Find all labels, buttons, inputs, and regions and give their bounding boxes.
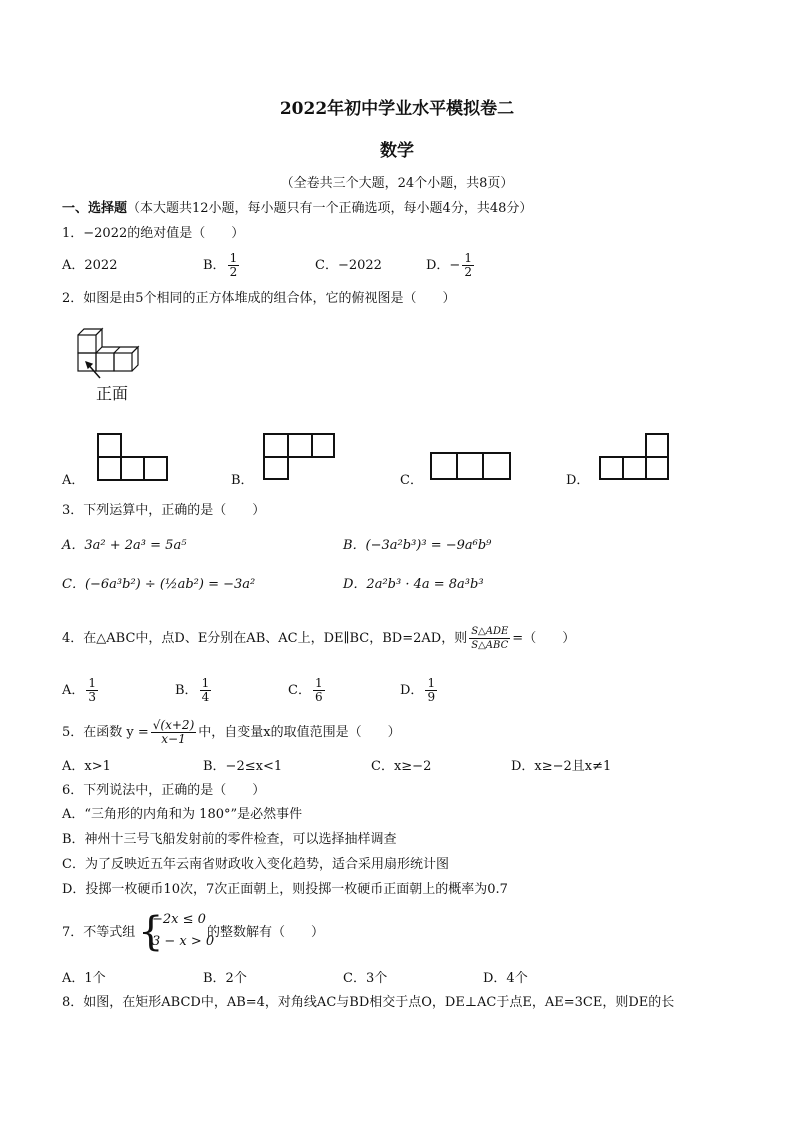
q4-d-label: D． [400, 683, 424, 698]
q1-option-c: C．−2022 [315, 258, 382, 273]
q6-option-d: D．投掷一枚硬币10次，7次正面朝上，则投掷一枚硬币正面朝上的概率为0.7 [62, 882, 508, 897]
q4-b-den: 4 [201, 690, 210, 704]
q1-option-a: A．2022 [62, 258, 118, 273]
q1-option-b [203, 250, 241, 282]
q2-b-sq3 [312, 434, 334, 457]
q3-option-a: A．3a² + 2a³ = 5a⁵ [62, 538, 187, 553]
q4-a-den: 3 [88, 690, 97, 704]
q4-b-fraction [200, 677, 212, 704]
q3-option-c: C．(−6a³b²) ÷ (½ab²) = −3a² [62, 577, 256, 592]
q5-option-c: C．x≥−2 [371, 759, 432, 774]
section-heading [62, 200, 532, 218]
q5-function [151, 719, 196, 746]
q5-stem-pre: 5．在函数 y = [62, 725, 149, 740]
q1-b-fraction [228, 252, 240, 279]
q2-a-sq1 [98, 434, 121, 457]
q2-c-sq3 [483, 453, 510, 479]
q2-option-a: A． [62, 473, 85, 488]
q2-option-c: C． [400, 473, 423, 488]
q1-b-num: 1 [229, 251, 238, 265]
q2-b-sq1 [264, 434, 288, 457]
q6-option-b: B．神州十三号飞船发射前的零件检查，可以选择抽样调查 [62, 832, 397, 847]
q4-a-label: A． [62, 683, 85, 698]
q7-option-a: A．1个 [62, 971, 106, 986]
q6-option-a: A．“三角形的内角和为 180°”是必然事件 [62, 807, 303, 822]
q5-option-a: A．x>1 [62, 759, 111, 774]
q1-option-d [426, 250, 476, 282]
q2-option-b: B． [231, 473, 254, 488]
subject-title: 数学 [380, 141, 414, 161]
q4-a-num: 1 [88, 676, 97, 690]
q4-stem-pre: 4．在△ABC中，点D、E分别在AB、AC上，DE∥BC，BD=2AD，则 [62, 631, 468, 646]
q1-stem: 1．−2022的绝对值是（ ） [62, 226, 245, 241]
q3-option-b: B．(−3a²b³)³ = −9a⁶b⁹ [343, 538, 492, 553]
paper-title: 2022年初中学业水平模拟卷二 [279, 99, 515, 119]
q1-d-num: 1 [464, 251, 472, 265]
section-title: 一、选择题 [62, 201, 128, 216]
q5-func-num: √(x+2) [152, 718, 195, 732]
q4-b-label: B． [175, 683, 198, 698]
q5-func-den: x−1 [161, 732, 186, 746]
q4-d-num: 1 [427, 676, 436, 690]
q7-option-c: C．3个 [343, 971, 388, 986]
q7-stem-post: 的整数解有（ ） [207, 925, 325, 940]
q2-a-sq2 [98, 457, 121, 480]
q1-b-den: 2 [229, 265, 238, 279]
q1-d-fraction [462, 252, 474, 279]
q2-d-sq3 [623, 457, 646, 479]
q3-stem: 3．下列运算中，正确的是（ ） [62, 503, 266, 518]
q2-view-a [96, 432, 168, 480]
q4-a-fraction [86, 677, 98, 704]
q7-ineq-1: −2x ≤ 0 [152, 912, 206, 927]
q2-d-sq2 [600, 457, 623, 479]
q2-d-sq1 [646, 434, 668, 457]
q4-c-label: C． [288, 683, 311, 698]
q4-c-den: 6 [314, 690, 323, 704]
q4-ratio-den: S△ABC [471, 640, 509, 651]
q5-option-b: B．−2≤x<1 [203, 759, 283, 774]
q4-c-fraction [313, 677, 325, 704]
q1-d-den: 2 [464, 265, 472, 279]
q7-ineq-2: 3 − x > 0 [152, 934, 215, 949]
q7-stem-pre: 7．不等式组 [62, 925, 136, 940]
q4-b-num: 1 [201, 676, 210, 690]
q2-view-b [262, 432, 336, 480]
section-desc: （本大题共12小题，每小题只有一个正确选项，每小题4分，共48分） [127, 201, 533, 216]
q2-b-sq4 [264, 457, 288, 479]
q5-option-d: D．x≥−2且x≠1 [511, 759, 612, 774]
q2-cube-figure [72, 326, 152, 386]
q8-stem: 8．如图，在矩形ABCD中，AB=4，对角线AC与BD相交于点O，DE⊥AC于点E，AE=3CE，则DE的长 [62, 995, 675, 1010]
q2-c-sq1 [431, 453, 457, 479]
q7-brace: { [138, 909, 164, 955]
q1-d-label: D．− [426, 258, 461, 273]
q4-ratio-num: S△ADE [471, 626, 509, 637]
q4-option-d [400, 674, 439, 708]
q4-ratio [469, 625, 510, 652]
q7-option-b: B．2个 [203, 971, 247, 986]
q7-option-d: D．4个 [483, 971, 528, 986]
q4-stem-post: =（ ） [512, 631, 576, 646]
q2-d-sq4 [646, 457, 668, 479]
q1-b-label: B． [203, 258, 226, 273]
q2-view-c [429, 451, 513, 481]
q6-stem: 6．下列说法中，正确的是（ ） [62, 783, 266, 798]
q5-stem-post: 中，自变量x的取值范围是（ ） [198, 725, 401, 740]
q2-c-sq2 [457, 453, 483, 479]
q3-option-d: D．2a²b³ · 4a = 8a³b³ [343, 577, 484, 592]
q4-d-den: 9 [427, 690, 436, 704]
q2-a-sq4 [144, 457, 167, 480]
q2-a-sq3 [121, 457, 144, 480]
q4-option-c [288, 674, 327, 708]
q4-d-fraction [425, 677, 437, 704]
q4-stem [62, 622, 575, 656]
q5-stem [62, 716, 401, 750]
q2-b-sq2 [288, 434, 312, 457]
q6-option-c: C．为了反映近五年云南省财政收入变化趋势，适合采用扇形统计图 [62, 857, 449, 872]
exam-info: （全卷共三个大题，24个小题，共8页） [280, 176, 514, 191]
q4-option-a [62, 674, 100, 708]
q4-c-num: 1 [314, 676, 323, 690]
q2-view-d [598, 432, 670, 480]
q2-option-d: D． [566, 473, 590, 488]
q2-stem: 2．如图是由5个相同的正方体堆成的组合体，它的俯视图是（ ） [62, 291, 456, 306]
q4-option-b [175, 674, 213, 708]
q2-front-label: 正面 [96, 384, 129, 403]
